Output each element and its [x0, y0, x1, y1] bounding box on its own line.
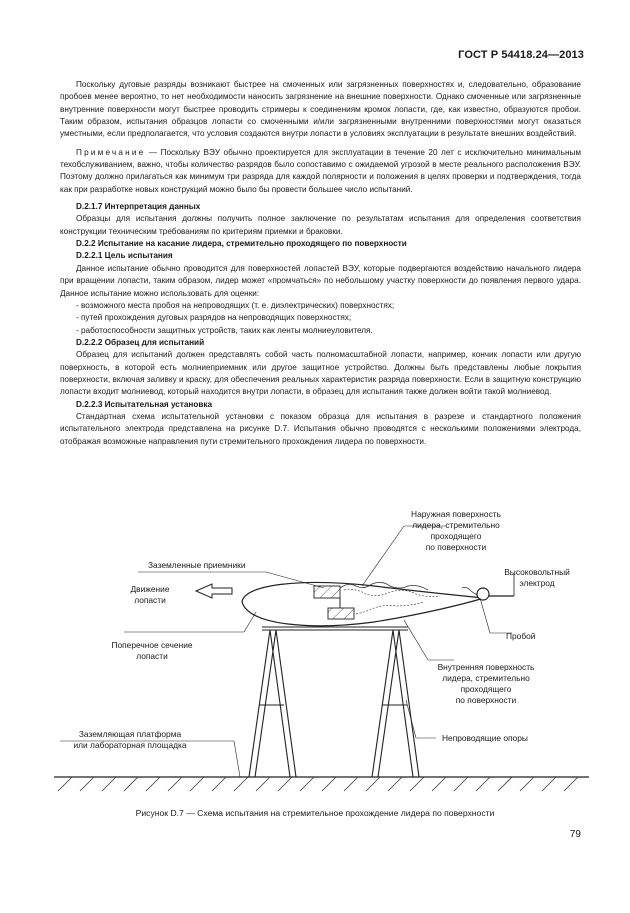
label-inner-surface: Внутренняя поверхность	[437, 662, 535, 672]
page-number: 79	[569, 829, 581, 840]
label-outer-surface: проходящего	[430, 531, 482, 541]
ground-platform-drawing	[54, 777, 589, 791]
paragraph: Стандартная схема испытательной установки с показом образца для испытания в разрезе и стандартного положения испытательного электрода представлена на рисунке D.7. Испытания обычно проводятся с несколькими положениями электрода, отображая возможные направления пути стремительного прохождения лидера по поверхности.	[60, 411, 581, 446]
paragraph: Данное испытание обычно проводится для поверхностей лопастей ВЭУ, которые подвергаются воздействию начального лидера при вращении лопасти, таким образом, лидер может «промчаться» по небольшому участку поверхности до появления первого удара. Данное испытание можно использовать для оценки:	[60, 263, 581, 298]
note-text: — Поскольку ВЭУ обычно проектируется для эксплуатации в течение 20 лет с исключительно минимальным техобслуживанием, важно, чтобы количество разрядов было сопоставимо с ожидаемой угрозой в месте реального расположения ВЭУ. Поэтому должно прилагаться как минимум три разряда для каждой полярности и положения в целях проверки и подтверждения, тогда как при разработке новых конструкций можно было бы провести большее число испытаний.	[60, 147, 581, 194]
label-blade-motion: Движение	[130, 584, 170, 594]
blade-motion-arrow	[196, 584, 232, 598]
note-paragraph	[60, 147, 581, 196]
label-outer-surface: лидера, стремительно	[412, 520, 500, 530]
test-setup-diagram	[44, 500, 604, 810]
section-heading-d217: D.2.1.7 Интерпретация данных	[76, 202, 201, 212]
label-hv-electrode: электрод	[519, 578, 555, 588]
list-item: - возможного места пробоя на непроводящих (т. е. диэлектрических) поверхностях;	[76, 300, 395, 310]
body-text	[60, 79, 581, 448]
label-inner-surface: лидера, стремительно	[442, 673, 530, 683]
label-blade-motion: лопасти	[134, 595, 166, 605]
label-cross-section: Поперечное сечение	[111, 640, 193, 650]
label-inner-surface: проходящего	[460, 684, 512, 694]
label-nonconductive-supports: Непроводящие опоры	[442, 733, 528, 743]
label-grounded-receptors: Заземленные приемники	[148, 560, 246, 570]
label-hv-electrode: Высоковольтный	[504, 567, 570, 577]
label-ground-platform: или лабораторная площадка	[73, 740, 187, 750]
list-item: - работоспособности защитных устройств, таких как ленты молниеуловителя.	[76, 325, 373, 335]
blade-cross-section	[242, 582, 484, 625]
nonconductive-supports-drawing	[249, 627, 419, 777]
section-heading-d223: D.2.2.3 Испытательная установка	[76, 399, 213, 409]
label-inner-surface: по поверхности	[455, 695, 517, 705]
label-breakdown: Пробой	[506, 631, 536, 641]
standard-header: ГОСТ Р 54418.24—2013	[458, 49, 584, 61]
paragraph: Образцы для испытания должны получить полное заключение по результатам испытания для определения соответствия конструкции техническим требованиям по критериям приемки и браковки.	[60, 214, 581, 236]
test-setup-figure	[44, 500, 604, 810]
section-heading-d22: D.2.2 Испытание на касание лидера, стремительно проходящего по поверхности	[76, 239, 407, 249]
figure-caption: Рисунок D.7 — Схема испытания на стремительное прохождение лидера по поверхности	[135, 808, 495, 818]
upper-receptor	[314, 586, 340, 598]
label-cross-section: лопасти	[136, 651, 168, 661]
label-outer-surface: Наружная поверхность	[411, 509, 501, 519]
note-label: Примечание	[76, 147, 146, 157]
list-item: - путей прохождения дуговых разрядов на непроводящих поверхностях;	[76, 313, 352, 323]
lower-receptor	[328, 608, 354, 619]
section-heading-d221: D.2.2.1 Цель испытания	[76, 251, 173, 261]
section-heading-d222: D.2.2.2 Образец для испытаний	[76, 337, 205, 347]
paragraph: Образец для испытаний должен представлять собой часть полномасштабной лопасти, например, кончик лопасти или другую поверхность, в которой есть молниеприемник или другое защитное устройство. Должны быть представлены любые покрытия поверхности, включая заливку и краску, для обеспечения реальных характеристик разряда поверхности. Если в защитную конструкцию лопасти входит молниевод, который находится внутри лопасти, в образец для испытания также должен войти такой молниевод.	[60, 350, 581, 397]
label-ground-platform: Заземляющая платформа	[78, 729, 182, 739]
paragraph: Поскольку дуговые разряды возникают быстрее на смоченных или загрязненных поверхностях и, следовательно, образование пробоев менее вероятно, то нет необходимости наносить загрязнение на внешние поверхности. Однако смоченные или загрязненные внутренние поверхности могут быстрее проводить стримеры к соединениям кромок лопасти, где, как известно, образуются пробои. Таким образом, испытания образцов лопасти со смоченными и/или загрязненными внутренними поверхностями могут оказаться уместными, если предполагается, что условия создаются внутри лопасти в условиях эксплуатации в результате внешних воздействий.	[60, 80, 581, 139]
label-outer-surface: по поверхности	[425, 542, 487, 552]
hv-electrode-drawing	[477, 574, 514, 600]
